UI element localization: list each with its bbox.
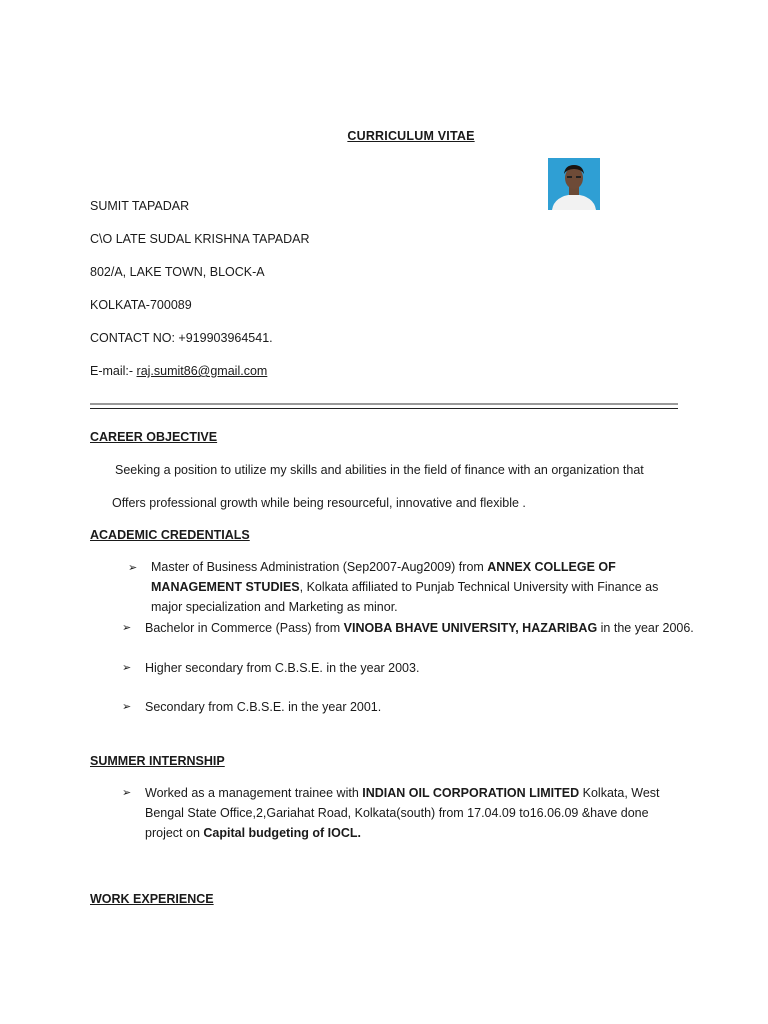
internship-item: Worked as a management trainee with INDIAN OIL CORPORATION LIMITED Kolkata, West Bengal State Office,2,Gariahat Road, Kolkata(south) from 17.04.09 to16.06.09 &have done project on Capital budgeting of IOCL. <box>145 786 660 840</box>
contact-care-of: C\O LATE SUDAL KRISHNA TAPADAR <box>90 232 310 246</box>
academic-item-hs: Higher secondary from C.B.S.E. in the year 2003. <box>145 661 420 675</box>
bullet-icon: ➢ <box>122 662 132 674</box>
section-divider-bottom <box>90 408 678 409</box>
bcom-university: VINOBA BHAVE UNIVERSITY, HAZARIBAG <box>343 621 598 635</box>
contact-email-row <box>90 363 267 379</box>
bullet-icon: ➢ <box>122 701 132 713</box>
section-divider-top <box>90 403 678 405</box>
mba-college: ANNEX COLLEGE OF MANAGEMENT STUDIES <box>151 560 616 594</box>
page-title: CURRICULUM VITAE <box>347 129 475 143</box>
work-experience-heading: WORK EXPERIENCE <box>90 892 214 906</box>
career-objective-line-2: Offers professional growth while being resourceful, innovative and flexible . <box>112 496 526 510</box>
internship-project: Capital budgeting of IOCL. <box>203 826 361 840</box>
contact-city: KOLKATA-700089 <box>90 298 192 312</box>
bullet-icon: ➢ <box>128 562 138 574</box>
career-objective-line-1: Seeking a position to utilize my skills and abilities in the field of finance with an organization that <box>115 463 644 477</box>
academic-heading: ACADEMIC CREDENTIALS <box>90 528 250 542</box>
contact-address: 802/A, LAKE TOWN, BLOCK-A <box>90 265 265 279</box>
internship-company: INDIAN OIL CORPORATION LIMITED <box>362 786 580 800</box>
email-label: E-mail:- <box>90 364 137 378</box>
contact-name: SUMIT TAPADAR <box>90 199 190 213</box>
career-objective-heading: CAREER OBJECTIVE <box>90 430 218 444</box>
profile-photo <box>548 158 600 210</box>
internship-heading: SUMMER INTERNSHIP <box>90 754 225 768</box>
contact-phone: CONTACT NO: +919903964541. <box>90 331 273 345</box>
bullet-icon: ➢ <box>122 622 132 634</box>
academic-item-mba: Master of Business Administration (Sep2007-Aug2009) from ANNEX COLLEGE OF MANAGEMENT STUDIES, Kolkata affiliated to Punjab Technical University with Finance as major specialization and Marketing as minor. <box>151 560 659 614</box>
email-link[interactable]: raj.sumit86@gmail.com <box>136 364 268 378</box>
academic-item-bcom: Bachelor in Commerce (Pass) from VINOBA BHAVE UNIVERSITY, HAZARIBAG in the year 2006. <box>145 621 694 635</box>
bullet-icon: ➢ <box>122 787 132 799</box>
academic-item-secondary: Secondary from C.B.S.E. in the year 2001. <box>145 700 382 714</box>
